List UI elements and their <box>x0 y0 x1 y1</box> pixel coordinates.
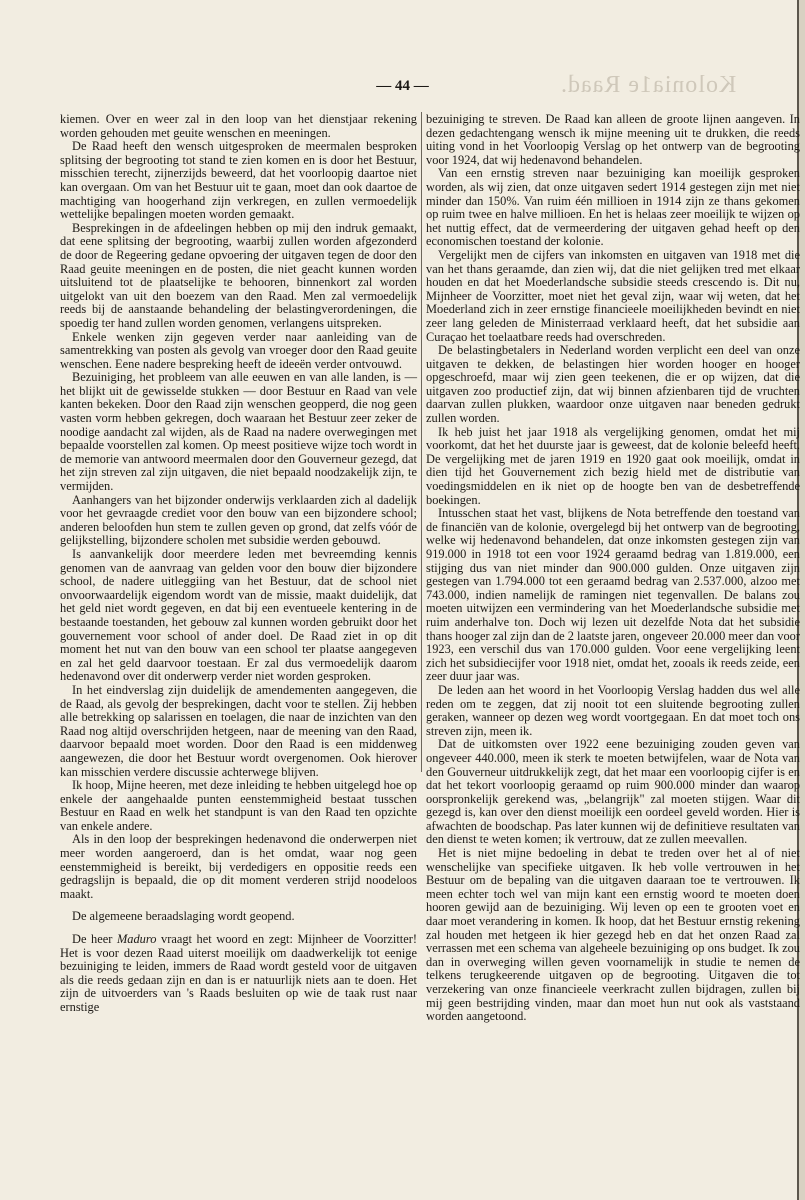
paragraph: In het eindverslag zijn duidelijk de amendementen aangegeven, die de Raad, als gevolg der besprekingen, dacht voor te stellen. Zij hebben alle betrekking op salarissen en toelagen, die naar de inzichten van den Raad nog altijd overschrijden hetgeen, naar de meening van den Raad, daarvoor bepaald moet worden. Door den Raad is een middenweg aangewezen, die door het Bestuur wordt overgenomen. Ook hierover kan misschien verdere discussie achterwege blijven. <box>60 682 417 779</box>
paragraph: Intusschen staat het vast, blijkens de Nota betreffende den toestand van de financiën van de kolonie, overgelegd bij het ontwerp van de begrooting, welke wij hedenavond behandelen, dat onze inkomsten gestegen zijn van 919.000 in 1918 tot een voor 1924 geraamd bedrag van 1.819.000, een stijging dus van niet minder dan 900.000 gulden. Onze uitgaven zijn gestegen van 1.794.000 tot een geraamd bedrag van 2.537.000, alzoo met 743.000, indien namelijk de ramingen niet tegenvallen. De balans zou moeten uitwijzen een vermindering van het Moederlandsche subsidie met ruim anderhalve ton. Doch wij lezen uit dezelfde Nota dat het subsidie thans hooger zal zijn dan de 2 laatste jaren, ongeveer 20.000 meer dan voor 1923, een verschil dus van 170.000 gulden. Voor eene vergelijking leent zich het subsidiecijfer voor 1918 niet, omdat het, zooals ik reeds zeide, een zeer duur jaar was. <box>426 506 800 684</box>
page-number: — 44 — <box>376 78 429 94</box>
paragraph: Ik heb juist het jaar 1918 als vergelijking genomen, omdat het mij voorkomt, dat het het duurste jaar is geweest, dat de kolonie beleefd heeft. De vergelijking met de jaren 1919 en 1920 gaat ook moeilijk, omdat in dien tijd het Gouvernement zich bezig hield met de distributie van voedingsmiddelen en ik niet op de hoogte ben van de desbetreffende boekingen. <box>426 424 800 507</box>
paragraph: De Raad heeft den wensch uitgesproken de meermalen besproken splitsing der begrooting tot stand te zien komen en is door het Bestuur, misschien terecht, zijnerzijds beweerd, dat het voorloopig daartoe niet kan overgaan. Om van het Bestuur uit te gaan, moet dan ook daartoe de machtiging van hoogerhand zijn verkregen, en zullen vermoedelijk wettelijke bepalingen moeten worden gemaakt. <box>60 139 417 222</box>
right-column <box>426 113 800 1024</box>
paragraph: Aanhangers van het bijzonder onderwijs verklaarden zich al dadelijk voor het gevraagde crediet voor den bouw van een bijzondere school; anderen beloofden hun stem te zullen geven op grond, dat zelfs vóór de gelijkstelling, bijzondere scholen met subsidie werden gebouwd. <box>60 492 417 548</box>
paragraph: Besprekingen in de afdeelingen hebben op mij den indruk gemaakt, dat eene splitsing der begrooting, waarbij zullen worden afgezonderd de door de Regeering gedane opvoering der uitgaven tegen de door den Raad geuite meeningen en de posten, die niet geacht kunnen worden uitsluitend tot de plaatselijke te behooren, binnenkort zal worden uitgelokt van uit den boezem van den Raad. Men zal vermoedelijk reeds bij de aanstaande behandeling der belastingverordeningen, die spoedig ter hand zullen worden genomen, verlangens uitspreken. <box>60 220 417 330</box>
paragraph: bezuiniging te streven. De Raad kan alleen de groote lijnen aangeven. In dezen gedachtengang wensch ik mijne meening uit te drukken, die reeds uiting vond in het Voorloopig Verslag op het ontwerp van de begrooting voor 1924, dat wij hedenavond behandelen. <box>426 112 800 167</box>
paragraph: De belastingbetalers in Nederland worden verplicht een deel van onze uitgaven te dekken, de belastingen hier worden hooger en hooger opgeschroefd, maar wij zien geen teekenen, die er op wijzen, dat die uitgaven zoo productief zijn, dat wij binnen afzienbaren tijd de vruchten daarvan zullen plukken, waardoor onze uitgaven naar beneden gedrukt zullen worden. <box>426 343 800 426</box>
left-column <box>60 113 417 1015</box>
paragraph: Het is niet mijne bedoeling in debat te treden over het al of niet wenschelijke van specifieke uitgaven. Ik heb volle vertrouwen in het Bestuur om de bepaling van die uitgaven daaraan toe te vertrouwen. Ik meen echter toch wel van mijn kant een ernstig woord te moeten doen hooren gewijd aan de bezuiniging. Wij leven op een te grooten voet en daar moet verandering in komen. Ik hoop, dat het Bestuur ernstig rekening zal houden met hetgeen ik hier gezegd heb en dat het onzen Raad zal verrassen met een schema van algeheele bezuiniging op ons budget. Ik zou dan in overweging willen geven voornamelijk in studie te nemen de telkens terugkeerende uitgaven op de begrooting. Uitgaven die tot verzekering van onze financieele veerkracht zullen bijdragen, zullen bij mij geen bestrijding vinden, maar dan moet hun nut ook als vaststaand worden aangetoond. <box>426 846 800 1024</box>
paragraph: Ik hoop, Mijne heeren, met deze inleiding te hebben uitgelegd hoe op enkele der aangehaalde punten eenstemmigheid bestaat tusschen Bestuur en Raad en welk het standpunt is van den Raad ten opzichte van enkele andere. <box>60 778 417 833</box>
column-divider <box>421 112 422 772</box>
paragraph: Van een ernstig streven naar bezuiniging kan moeilijk gesproken worden, als wij zien, dat onze uitgaven sedert 1914 gestegen zijn met niet minder dan 150%. Van ruim één millioen in 1914 zijn ze thans gekomen op ruim twee en halve millioen. En het is helaas zeer moeilijk te wijzen op het nuttig effect, dat de vermeerdering der uitgaven gehad heeft op den economischen toestand der kolonie. <box>426 166 800 249</box>
paragraph: Als in den loop der besprekingen hedenavond die onderwerpen niet meer worden aangeroerd, dan is het omdat, waar nog geen eenstemmigheid is bereikt, bij verdedigers en oppositie reeds een gedragslijn is bepaald, die op dit moment verderen strijd noodeloos maakt. <box>60 832 417 901</box>
paragraph: kiemen. Over en weer zal in den loop van het dienstjaar rekening worden gehouden met geuite wenschen en meeningen. <box>60 112 417 140</box>
speech-intro: De heer <box>72 932 117 947</box>
paragraph: De leden aan het woord in het Voorloopig Verslag hadden dus wel alle reden om te zeggen, dat zij nooit tot een sluitende begrooting zullen geraken, wanneer op dezen weg wordt voortgegaan. En dat moet toch ons streven zijn, meen ik. <box>426 682 800 738</box>
paragraph: Vergelijkt men de cijfers van inkomsten en uitgaven van 1918 met die van het thans geraamde, dan zien wij, dat die niet gelijken tred met elkaar houden en dat het Moederlandsche subsidie steeds crescendo is. Dit nu, Mijnheer de Voorzitter, moet niet het geval zijn, waar wij weten, dat het Moederland zich in zeer ernstige financieele moeilijkheden bevindt en niet zeer lang geleden de Ministerraad verklaard heeft, dat het subsidie aan Curaçao het toelaatbare reeds had overschreden. <box>426 247 800 344</box>
paragraph: Dat de uitkomsten over 1922 eene bezuiniging zouden geven van ongeveer 440.000, meen ik sterk te moeten betwijfelen, waar de Nota van den Gouverneur uitdrukkelijk zegt, dat het maar een voorloopig cijfer is en dat het tekort voorloopig geraamd op ruim 900.000 minder dan waarop oorspronkelijk gerekend was, „belangrijk" zal moeten stijgen. Waar dit gezegd is, kan over den dienst moeilijk een oordeel geveld worden. Hier is afwachten de boodschap. Pas later kunnen wij de definitieve resultaten van den dienst te weten komen; ik vertrouw, dat ze zullen meevallen. <box>426 737 800 847</box>
paragraph: Enkele wenken zijn gegeven verder naar aanleiding van de samentrekking van posten als gevolg van vroeger door den Raad geuite wenschen. Eene nadere bespreking heeft de ideeën verder ontvouwd. <box>60 329 417 371</box>
paragraph: Bezuiniging, het probleem van alle eeuwen en van alle landen, is — het blijkt uit de gewisselde stukken — door Bestuur en Raad van vele kanten bekeken. Door den Raad zijn wenschen geopperd, die nog geen vasten vorm hebben gekregen, doch waaraan het Bestuur zeer zeker de noodige aandacht zal wijden, als de Raad na nadere overwegingen met bepaalde voorstellen zal komen. Op meest positieve wijze toch wordt in de memorie van antwoord meermalen door den Gouverneur gezegd, dat het zijn streven zal zijn uitgaven, die niet bepaald noodzakelijk zijn, te vermijden. <box>60 370 417 494</box>
maduro-speech <box>60 933 417 1015</box>
session-notice: De algemeene beraadslaging wordt geopend. <box>72 909 295 924</box>
speaker-name: Maduro <box>116 932 157 947</box>
bleed-through-header: Kolonia1e Raad. <box>560 72 737 98</box>
speech-text: vraagt het woord en zegt: Mijnheer de Voorzitter! Het is voor dezen Raad uiterst moeilijk om daadwerkelijk tot eenige bezuiniging te leiden, immers de Raad wordt gesteld voor de uitgaven als die reeds gedaan zijn en dan is er natuurlijk niets aan te doen. Het zijn de uitvoerders van 's Raads besluiten op wie de taak rust naar ernstige <box>60 932 417 1014</box>
paragraph: Is aanvankelijk door meerdere leden met bevreemding kennis genomen van de aanvraag van gelden voor den bouw dier bijzondere school, de nadere uitleggiing van het Bestuur, dat de school niet onvoorwaardelijk eigendom wordt van de missie, maakt duidelijk, dat het geld niet wordt gegeven, en dat bij een eventueele kentering in de bestaande toestanden, het gebouw zal kunnen worden gebruikt door het gouvernement voor school of ander doel. De Raad ziet in op dit moment het nut van den bouw van een school ter plaatse aangegeven en zal het geld daarvoor toestaan. Er zal dus vermoedelijk daarom hedenavond over dit onderwerp verder niet worden gesproken. <box>60 547 417 684</box>
